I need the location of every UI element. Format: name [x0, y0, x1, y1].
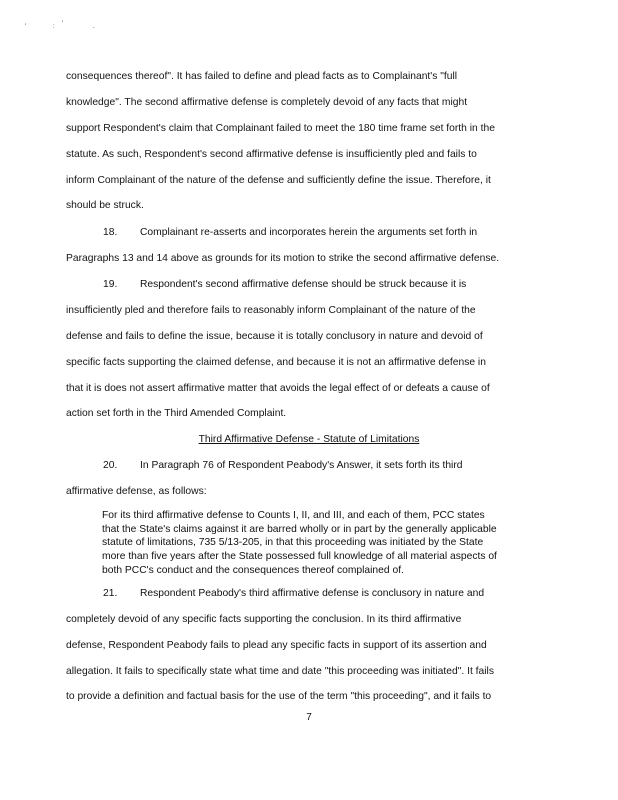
paragraph-first-line: In Paragraph 76 of Respondent Peabody's Answer, it sets forth its third [140, 460, 463, 471]
body-line: completely devoid of any specific facts supporting the conclusion. In its third affirmative [66, 614, 462, 625]
paragraph-first-line: Respondent Peabody's third affirmative defense is conclusory in nature and [140, 588, 485, 599]
quote-line: that the State's claims against it are barred wholly or in part by the generally applicable [102, 524, 497, 535]
scan-mark: . [93, 24, 95, 30]
quote-line: statute of limitations, 735 5/13-205, in that this proceeding was initiated by the State [102, 537, 484, 548]
body-line: specific facts supporting the claimed defense, and because it is not an affirmative defense in [66, 357, 486, 368]
body-line: support Respondent's claim that Complainant failed to meet the 180 time frame set forth in the [66, 123, 495, 134]
body-line: should be struck. [66, 200, 144, 211]
scan-mark: ' [62, 21, 64, 27]
section-heading: Third Affirmative Defense - Statute of Limitations [198, 434, 420, 445]
quote-line: For its third affirmative defense to Counts I, II, and III, and each of them, PCC states [102, 510, 485, 521]
paragraph-number: 21. [103, 588, 118, 599]
body-line: defense, Respondent Peabody fails to plead any specific facts in support of its assertion and [66, 640, 487, 651]
paragraph-number: 20. [103, 460, 118, 471]
body-line: Paragraphs 13 and 14 above as grounds for its motion to strike the second affirmative defense. [66, 253, 500, 264]
body-line: allegation. It fails to specifically state what time and date "this proceeding was initiated". It fails [66, 666, 494, 677]
body-line: defense and fails to define the issue, because it is totally conclusory in nature and devoid of [66, 331, 483, 342]
paragraph-first-line: Complainant re-asserts and incorporates herein the arguments set forth in [140, 227, 478, 238]
scan-mark: : [53, 24, 55, 30]
body-line: insufficiently pled and therefore fails to reasonably inform Complainant of the nature of the [66, 305, 476, 316]
body-line: action set forth in the Third Amended Complaint. [66, 408, 287, 419]
paragraph-number: 18. [103, 227, 118, 238]
body-line: inform Complainant of the nature of the defense and sufficiently define the issue. Therefore, it [66, 175, 491, 186]
body-line: knowledge". The second affirmative defense is completely devoid of any facts that might [66, 97, 468, 108]
paragraph-first-line: Respondent's second affirmative defense should be struck because it is [140, 279, 467, 290]
body-line: consequences thereof". It has failed to define and plead facts as to Complainant's "full [66, 71, 458, 82]
page-number: 7 [306, 712, 312, 723]
body-line: affirmative defense, as follows: [66, 486, 207, 497]
body-line: to provide a definition and factual basis for the use of the term "this proceeding", and it fails to [66, 691, 492, 702]
scan-mark: ' [25, 24, 27, 30]
body-line: that it is does not assert affirmative matter that avoids the legal effect of or defeats a cause of [66, 383, 490, 394]
quote-line: both PCC's conduct and the consequences thereof complained of. [102, 565, 404, 576]
quote-line: more than five years after the State possessed full knowledge of all material aspects of [102, 551, 497, 562]
paragraph-number: 19. [103, 279, 118, 290]
body-line: statute. As such, Respondent's second affirmative defense is insufficiently pled and fails to [66, 149, 477, 160]
